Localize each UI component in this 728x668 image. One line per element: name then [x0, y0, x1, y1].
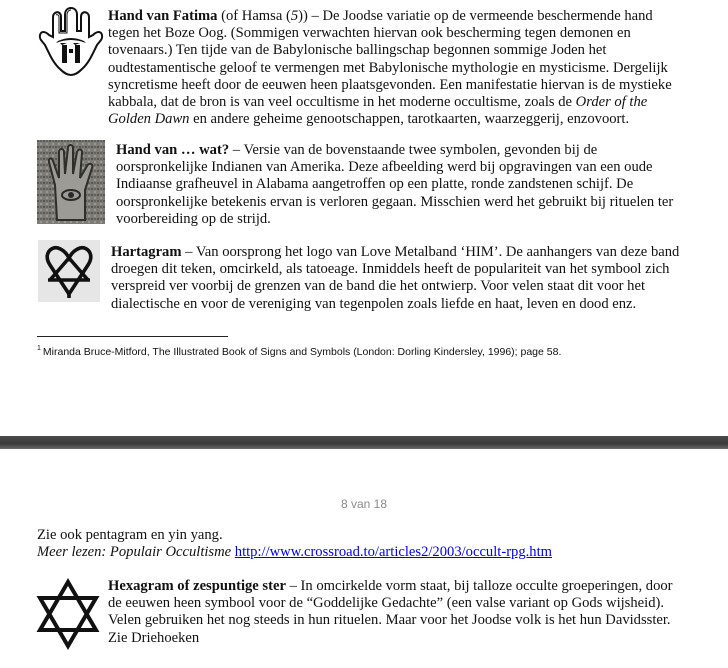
entry-title: Hand van Fatima [108, 8, 218, 24]
hamsa-icon [36, 5, 106, 77]
footnote: $^1$ Miranda Bruce-Mitford, The Illustrated Book of Signs and Symbols (London: Dorling Kindersley, 1996); page 58. [37, 345, 562, 358]
hexagram-icon [36, 578, 100, 650]
entry-hand-of-fatima: Hand van Fatima (of Hamsa (5)) – De Joodse variatie op de vermeende beschermende hand tegen het Boze Oog. (Sommigen verwachten hiervan ook bescherming tegen demonen en tovenaars.) Ten tijde van de Babylonische ballingschap begonnen sommige Joden het oudtestamentische geloof te vermengen met Babylonische mythologie en mysticisme. Dergelijk syncretisme heeft door de eeuwen heen plaatsgevonden. Een manifestatie hiervan is de mystieke kabbala, dat de bron is van veel occultisme in het moderne occultisme, zoals de Order of the Golden Dawn en andere geheime genootschappen, tarotkaarten, waarzeggerij, enzovoort. [108, 8, 672, 128]
see-also-block [37, 527, 552, 561]
page-indicator: 8 van 18 [340, 497, 388, 511]
entry-hexagram: Hexagram of zespuntige ster – In omcirkelde vorm staat, bij talloze occulte groeperingen, door de eeuwen heen symbool voor de “Goddelijke Gedachte” (een valse variant op Gods wijsheid). Velen gebruiken het nog steeds in hun rituelen. Maar voor het Joodse volk is het hun Davidsster. Zie Driehoeken [108, 578, 678, 647]
read-more-link[interactable]: http://www.crossroad.to/articles2/2003/occult-rpg.htm [234, 544, 552, 560]
see-also-line: Zie ook pentagram en yin yang. [37, 527, 223, 543]
read-more-label: Meer lezen: Populair Occultisme [37, 544, 235, 560]
entry-title: Hexagram of zespuntige ster [108, 578, 286, 594]
entry-heartagram: Hartagram – Van oorsprong het logo van Love Metalband ‘HIM’. De aanhangers van deze band droegen dit teken, omcirkeld, als tatoeage. Inmiddels heeft de populariteit van het symbool zich verspreid ver voorbij de grenzen van de band die het ontwierp. Voor velen staat dit voor het dialectische en voor de vereniging van tegenpolen zoals liefde en haat, leven en dood enz. [111, 244, 680, 312]
entry-title: Hand van … wat? [116, 142, 230, 158]
heartagram-icon [38, 240, 100, 302]
page-separator [0, 436, 728, 449]
entry-title: Hartagram [111, 244, 182, 260]
stone-hand-icon [37, 140, 105, 224]
entry-hand-of-what: Hand van … wat? – Versie van de bovenstaande twee symbolen, gevonden bij de oorspronkelijke Indianen van Amerika. Deze afbeelding werd bij opgravingen van een oude Indiaanse grafheuvel in Alabama aangetroffen op een platte, ronde zandstenen schijf. De oorspronkelijke betekenis ervan is verloren gegaan. Misschien werd het gebruikt bij rituelen ter voorbereiding op de strijd. [116, 142, 674, 227]
see-triangles: Zie Driehoeken [108, 629, 200, 646]
footnote-separator [37, 336, 228, 337]
